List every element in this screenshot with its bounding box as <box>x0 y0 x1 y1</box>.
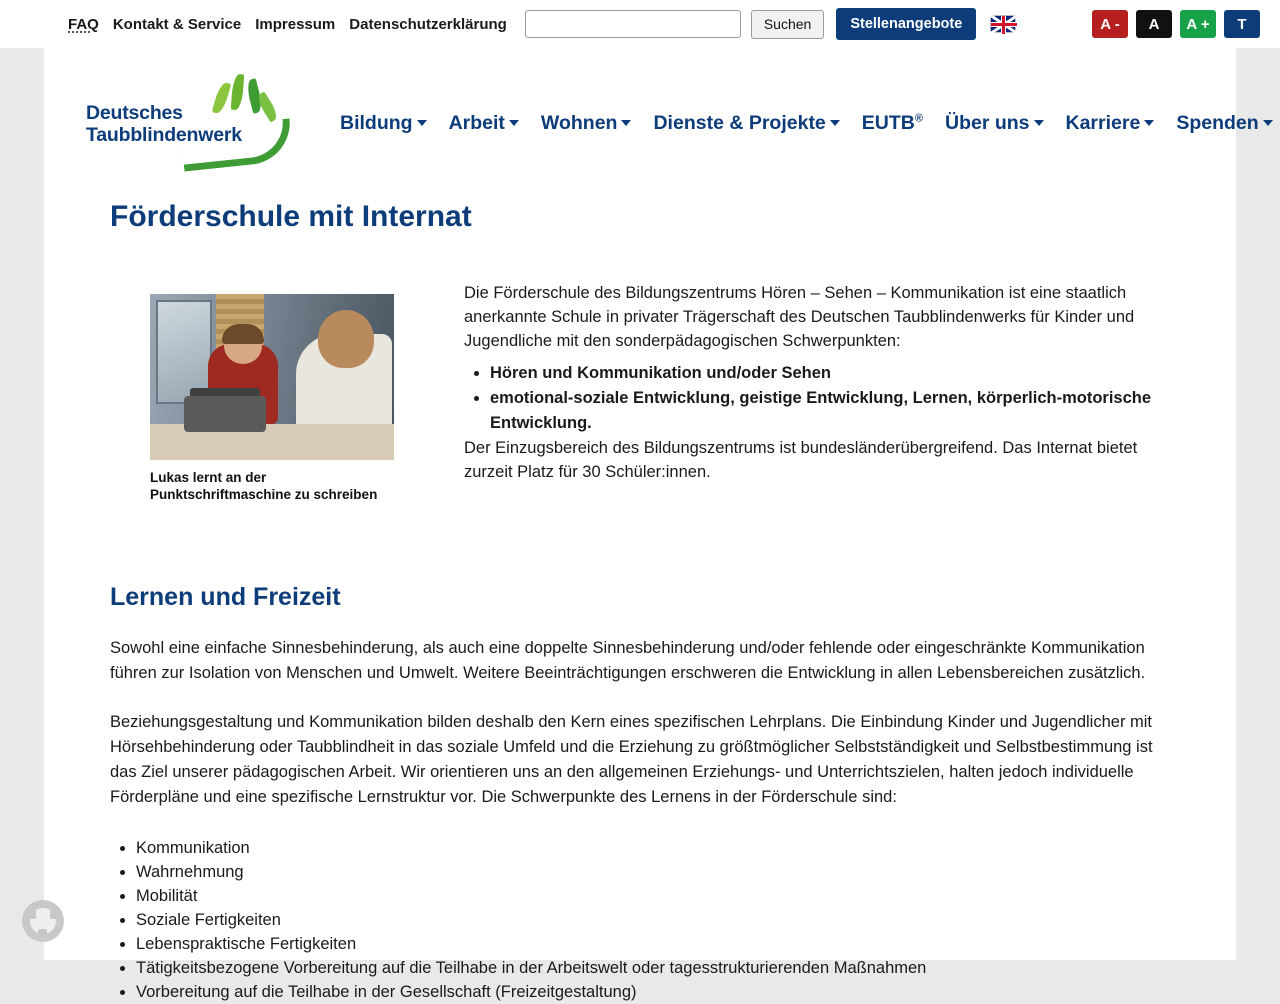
search-button[interactable]: Suchen <box>751 10 824 39</box>
chevron-down-icon <box>621 120 631 126</box>
section-title-lernen-freizeit: Lernen und Freizeit <box>110 583 341 611</box>
nav-label: Arbeit <box>448 112 505 134</box>
intro-text-block <box>464 278 1190 519</box>
nav-label: EUTB <box>861 112 915 134</box>
chevron-down-icon <box>830 120 840 126</box>
nav-item-arbeit[interactable] <box>449 112 519 135</box>
accessibility-controls <box>1092 10 1260 38</box>
intro-section <box>110 278 1190 519</box>
list-item: • Mobilität <box>136 884 1190 908</box>
site-logo[interactable] <box>86 62 356 154</box>
nav-item-eutb[interactable] <box>862 112 923 135</box>
nav-label: Dienste & Projekte <box>653 112 826 134</box>
list-item: • Hören und Kommunikation und/oder Sehen <box>490 361 1190 386</box>
main-navigation <box>340 112 1273 135</box>
chevron-down-icon <box>509 120 519 126</box>
intro-figure <box>150 294 394 503</box>
logo-line-2: Taubblindenwerk <box>86 124 242 146</box>
main-content <box>44 164 1236 1004</box>
top-utility-bar <box>0 0 1280 48</box>
nav-label: Wohnen <box>540 112 618 134</box>
logo-line-1: Deutsches <box>86 102 183 124</box>
plain-language-button[interactable]: T <box>1224 10 1260 38</box>
intro-paragraph-after: Der Einzugsbereich des Bildungszentrums ist bundesländerübergreifend. Das Internat bietet zurzeit Platz für 30 Schüler:innen. <box>464 439 1138 481</box>
nav-item-karriere[interactable] <box>1066 112 1155 135</box>
utility-link-impressum[interactable]: Impressum <box>255 15 336 33</box>
list-item: • Soziale Fertigkeiten <box>136 908 1190 932</box>
utility-link-datenschutz[interactable]: Datenschutzerklärung <box>349 15 507 33</box>
nav-label: Bildung <box>340 112 413 134</box>
list-item: • Wahrnehmung <box>136 860 1190 884</box>
figure-caption: Lukas lernt an der Punktschriftmaschine zu schreiben <box>150 470 378 502</box>
list-item: • Tätigkeitsbezogene Vorbereitung auf die Teilhabe in der Arbeitswelt oder tagesstrukturierenden Maßnahmen <box>136 956 1190 980</box>
lukas-punktschriftmaschine-photo <box>150 294 394 460</box>
chevron-down-icon <box>1263 120 1273 126</box>
nav-item-ueber-uns[interactable] <box>945 112 1044 135</box>
decrease-font-button[interactable]: A - <box>1092 10 1128 38</box>
increase-font-button[interactable]: A + <box>1180 10 1216 38</box>
search-input[interactable] <box>525 10 741 38</box>
paragraph-1: Sowohl eine einfache Sinnesbehinderung, als auch eine doppelte Sinnesbehinderung und/oder fehlende oder eingeschränkte Kommunikation führen zur Isolation von Menschen und Umwelt. Weitere Beeinträchtigungen erschweren die Entwicklung in allen Lebensbereichen zusätzlich. <box>110 639 1146 682</box>
chevron-down-icon <box>1034 120 1044 126</box>
cookie-settings-icon[interactable] <box>22 900 64 942</box>
nav-item-bildung[interactable] <box>340 112 427 135</box>
normal-font-button[interactable]: A <box>1136 10 1172 38</box>
list-item: • Kommunikation <box>136 836 1190 860</box>
uk-flag-icon[interactable] <box>990 15 1016 33</box>
utility-links <box>68 16 507 33</box>
paragraph-2: Beziehungsgestaltung und Kommunikation bilden deshalb den Kern eines spezifischen Lehrplans. Die Einbindung Kinder und Jugendlicher mit Hörsehbehinderung oder Taubblindheit in das soziale Umfeld und die Erziehung zu größtmöglicher Selbstständigkeit und Selbstbestimmung ist das Ziel unserer pädagogischen Arbeit. Wir orientieren uns an den allgemeinen Erziehungs- und Unterrichtszielen, halten jedoch individuelle Förderpläne und eine spezifische Lernstruktur vor. Die Schwerpunkte des Lernens in der Förderschule sind: <box>110 713 1153 806</box>
search-form <box>525 10 824 39</box>
job-offers-button[interactable]: Stellenangebote <box>836 8 976 40</box>
nav-item-wohnen[interactable] <box>541 112 632 135</box>
nav-item-spenden[interactable] <box>1176 112 1272 135</box>
nav-label: Spenden <box>1176 112 1259 134</box>
intro-paragraph: Die Förderschule des Bildungszentrums Hören – Sehen – Kommunikation ist eine staatlich anerkannte Schule in privater Trägerschaft des Deutschen Taubblindenwerks für Kinder und Jugendliche mit den sonderpädagogischen Schwerpunkten: <box>464 284 1135 350</box>
logo-text <box>86 102 242 146</box>
list-item: • emotional-soziale Entwicklung, geistige Entwicklung, Lernen, körperlich-motorische Entwicklung. <box>490 386 1190 436</box>
chevron-down-icon <box>417 120 427 126</box>
nav-registered-mark: ® <box>914 112 923 125</box>
focus-list <box>110 836 1190 1004</box>
list-item: • Vorbereitung auf die Teilhabe in der Gesellschaft (Freizeitgestaltung) <box>136 980 1190 1004</box>
intro-focus-list <box>464 361 1190 436</box>
chevron-down-icon <box>1144 120 1154 126</box>
nav-label: Karriere <box>1065 112 1141 134</box>
nav-item-dienste-projekte[interactable] <box>653 112 839 135</box>
page-title: Förderschule mit Internat <box>110 200 472 233</box>
site-header <box>44 48 1259 164</box>
list-item: • Lebenspraktische Fertigkeiten <box>136 932 1190 956</box>
utility-link-kontakt[interactable]: Kontakt & Service <box>112 15 242 33</box>
site-card <box>44 48 1259 1001</box>
utility-link-faq[interactable]: FAQ <box>68 15 99 33</box>
nav-label: Über uns <box>944 112 1030 134</box>
